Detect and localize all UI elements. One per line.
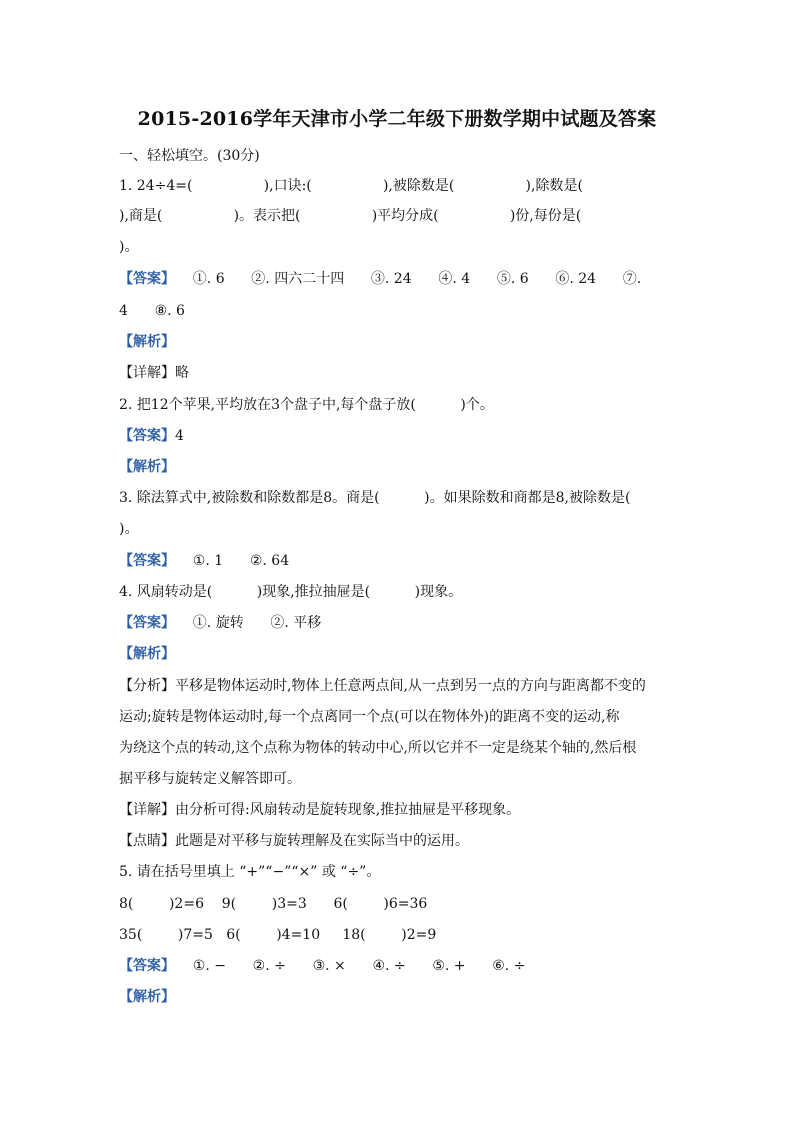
answer-tag: 【答案】: [119, 958, 175, 974]
question-5-analysis: [119, 988, 175, 1006]
analysis-tag: 【解析】: [119, 989, 175, 1005]
question-4-answer: [119, 614, 321, 632]
answer-text: ①. 旋转 ②. 平移: [175, 615, 322, 631]
question-4-fenxi-4: 据平移与旋转定义解答即可。: [119, 771, 301, 787]
detail-text: 略: [175, 365, 189, 381]
question-4-analysis: [119, 645, 175, 663]
question-3-line-2: )。: [119, 521, 139, 537]
question-1-line-3: )。: [119, 239, 139, 255]
detail-text: 由分析可得:风扇转动是旋转现象,推拉抽屉是平移现象。: [175, 802, 521, 818]
detail-tag: 【详解】: [119, 365, 175, 381]
question-5-answer: [119, 957, 525, 975]
question-4-fenxi-3: 为绕这个点的转动,这个点称为物体的转动中心,所以它并不一定是绕某个轴的,然后根: [119, 740, 637, 756]
section-heading: 一、轻松填空。(30分): [119, 148, 260, 164]
answer-text: ①. − ②. ÷ ③. × ④. ÷ ⑤. + ⑥. ÷: [175, 958, 526, 974]
question-1-line-1: 1. 24÷4=( ),口诀:( ),被除数是( ),除数是(: [119, 178, 583, 194]
answer-text: ①. 1 ②. 64: [175, 553, 290, 569]
question-4-fenxi: [119, 677, 646, 695]
question-2: 2. 把12个苹果,平均放在3个盘子中,每个盘子放( )个。: [119, 397, 494, 413]
answer-text: ①. 6 ②. 四六二十四 ③. 24 ④. 4 ⑤. 6 ⑥. 24 ⑦.: [175, 271, 642, 287]
answer-tag: 【答案】: [119, 615, 175, 631]
answer-tag: 【答案】: [119, 553, 175, 569]
question-2-answer: [119, 427, 184, 445]
question-4-fenxi-2: 运动;旋转是物体运动时,每一个点离同一个点(可以在物体外)的距离不变的运动,称: [119, 709, 620, 725]
question-5: 5. 请在括号里填上 “+”“−”“×” 或 “÷”。: [119, 864, 381, 880]
question-4-dianjing: [119, 832, 469, 850]
fenxi-tag: 【分析】: [119, 678, 175, 694]
analysis-tag: 【解析】: [119, 646, 175, 662]
detail-tag: 【详解】: [119, 802, 175, 818]
question-3-line-1: 3. 除法算式中,被除数和除数都是8。商是( )。如果除数和商都是8,被除数是(: [119, 490, 631, 506]
answer-tag: 【答案】: [119, 428, 175, 444]
dianjing-text: 此题是对平移与旋转理解及在实际当中的运用。: [175, 833, 469, 849]
analysis-tag: 【解析】: [119, 459, 175, 475]
question-1-line-2: ),商是( )。表示把( )平均分成( )份,每份是(: [119, 208, 582, 224]
dianjing-tag: 【点睛】: [119, 833, 175, 849]
question-5-row-2: 35( )7=5 6( )4=10 18( )2=9: [119, 927, 437, 943]
question-3-answer: [119, 552, 289, 570]
fenxi-text: 平移是物体运动时,物体上任意两点间,从一点到另一点的方向与距离都不变的: [175, 678, 646, 694]
answer-tag: 【答案】: [119, 271, 175, 287]
question-4: 4. 风扇转动是( )现象,推拉抽屉是( )现象。: [119, 584, 463, 600]
question-1-answer-cont: 4 ⑧. 6: [119, 303, 185, 319]
question-1-detail: [119, 364, 189, 382]
question-4-detail: [119, 801, 520, 819]
question-1-answer: [119, 270, 641, 288]
answer-text: 4: [175, 428, 184, 444]
question-2-analysis: [119, 458, 175, 476]
question-5-row-1: 8( )2=6 9( )3=3 6( )6=36: [119, 896, 428, 912]
page-title: 2015-2016学年天津市小学二年级下册数学期中试题及答案: [137, 108, 657, 130]
analysis-tag: 【解析】: [119, 334, 175, 350]
question-1-analysis: [119, 333, 175, 351]
